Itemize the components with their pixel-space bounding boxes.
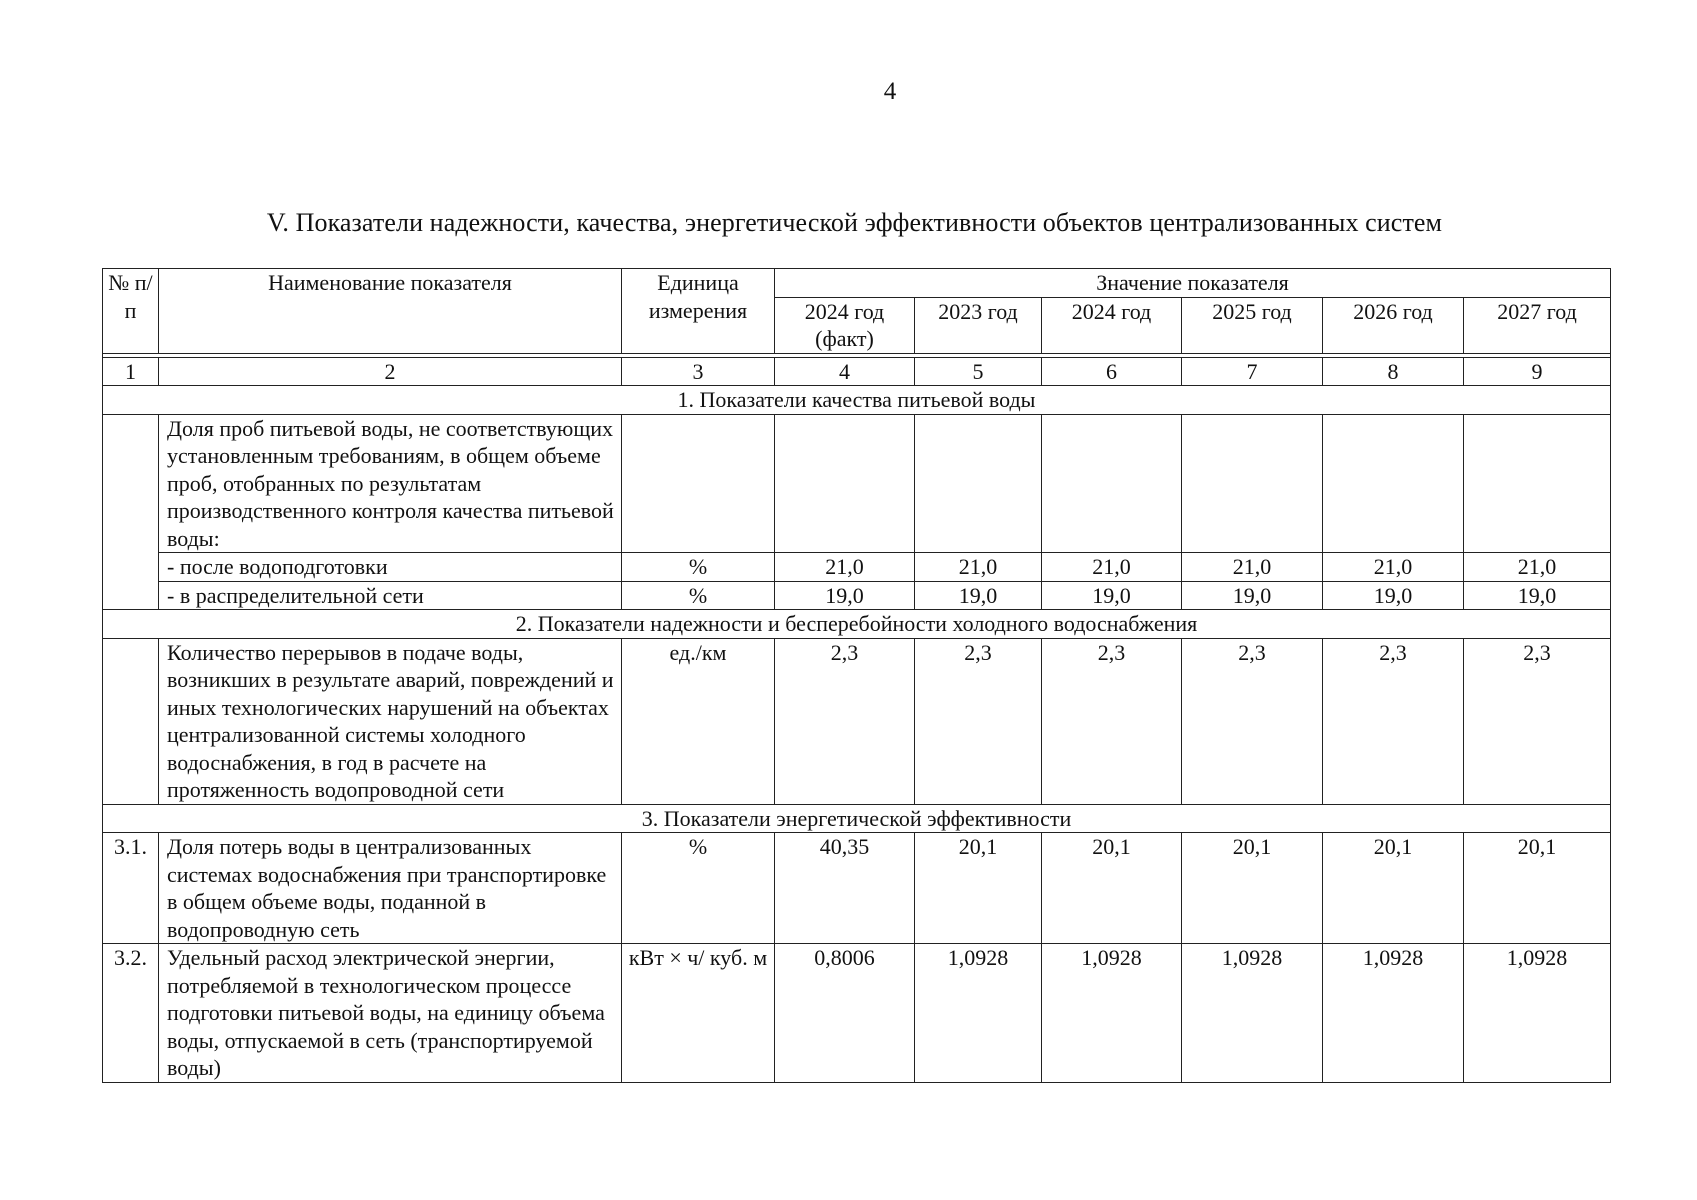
col-number: 3 (622, 357, 775, 386)
row-value: 2,3 (1323, 638, 1464, 804)
row-value: 19,0 (1042, 581, 1182, 610)
row-value: 19,0 (1182, 581, 1323, 610)
row-value: 2,3 (915, 638, 1042, 804)
row-unit: % (622, 833, 775, 944)
table-row (103, 414, 1611, 553)
header-num: № п/п (103, 269, 159, 354)
row-unit: кВт × ч/ куб. м (622, 944, 775, 1083)
row-value: 2,3 (1464, 638, 1611, 804)
row-value (1182, 414, 1323, 553)
row-value: 2,3 (1042, 638, 1182, 804)
col-number: 7 (1182, 357, 1323, 386)
row-value: 19,0 (775, 581, 915, 610)
col-number: 8 (1323, 357, 1464, 386)
row-value: 20,1 (1182, 833, 1323, 944)
row-value: 19,0 (1464, 581, 1611, 610)
col-number: 2 (159, 357, 622, 386)
header-row (103, 269, 1611, 298)
row-value (1464, 414, 1611, 553)
header-unit: Единица измерения (622, 269, 775, 354)
row-value: 1,0928 (1323, 944, 1464, 1083)
row-value: 21,0 (1042, 553, 1182, 582)
header-year: 2023 год (915, 297, 1042, 353)
header-year: 2026 год (1323, 297, 1464, 353)
header-year: 2025 год (1182, 297, 1323, 353)
row-value: 21,0 (915, 553, 1042, 582)
row-value: 1,0928 (1464, 944, 1611, 1083)
row-value: 20,1 (1323, 833, 1464, 944)
row-name: - в распределительной сети (159, 581, 622, 610)
row-value: 20,1 (915, 833, 1042, 944)
row-name: Доля потерь воды в централизованных системах водоснабжения при транспортировке в общем объеме воды, поданной в водопроводную сеть (159, 833, 622, 944)
header-value-group: Значение показателя (775, 269, 1611, 298)
row-value (915, 414, 1042, 553)
page-number: 4 (883, 78, 897, 105)
header-name: Наименование показателя (159, 269, 622, 354)
row-unit (622, 414, 775, 553)
section-heading-row (103, 804, 1611, 833)
row-value: 2,3 (1182, 638, 1323, 804)
row-value: 40,35 (775, 833, 915, 944)
row-name: - после водоподготовки (159, 553, 622, 582)
section-title: V. Показатели надежности, качества, энергетической эффективности объектов централизованных систем (266, 208, 1443, 237)
row-value: 1,0928 (915, 944, 1042, 1083)
section-heading: 1. Показатели качества питьевой воды (103, 386, 1611, 415)
row-value: 1,0928 (1182, 944, 1323, 1083)
row-value: 20,1 (1464, 833, 1611, 944)
table-row (103, 638, 1611, 804)
row-unit: ед./км (622, 638, 775, 804)
column-numbers-row (103, 357, 1611, 386)
table-row (103, 553, 1611, 582)
table-row (103, 581, 1611, 610)
row-name: Количество перерывов в подаче воды, возникших в результате аварий, повреждений и иных технологических нарушений на объектах централизованной системы холодного водоснабжения, в год в расчете на протяженность водопроводной сети (159, 638, 622, 804)
header-year: 2024 год (1042, 297, 1182, 353)
row-value: 21,0 (1182, 553, 1323, 582)
header-year: 2027 год (1464, 297, 1611, 353)
table-row (103, 833, 1611, 944)
row-value: 19,0 (1323, 581, 1464, 610)
row-num: 3.2. (103, 944, 159, 1083)
row-value: 19,0 (915, 581, 1042, 610)
row-value: 2,3 (775, 638, 915, 804)
row-unit: % (622, 553, 775, 582)
row-name: Доля проб питьевой воды, не соответствующих установленным требованиям, в общем объеме проб, отобранных по результатам производственного контроля качества питьевой воды: (159, 414, 622, 553)
col-number: 1 (103, 357, 159, 386)
section-heading-row (103, 610, 1611, 639)
row-num: 3.1. (103, 833, 159, 944)
row-value: 21,0 (1323, 553, 1464, 582)
table-row (103, 944, 1611, 1083)
row-unit: % (622, 581, 775, 610)
col-number: 4 (775, 357, 915, 386)
row-value: 0,8006 (775, 944, 915, 1083)
row-value: 21,0 (775, 553, 915, 582)
row-value: 1,0928 (1042, 944, 1182, 1083)
row-name: Удельный расход электрической энергии, потребляемой в технологическом процессе подготовки питьевой воды, на единицу объема воды, отпускаемой в сеть (транспортируемой воды) (159, 944, 622, 1083)
row-num (103, 638, 159, 804)
section-heading: 2. Показатели надежности и бесперебойности холодного водоснабжения (103, 610, 1611, 639)
row-value (1042, 414, 1182, 553)
col-number: 5 (915, 357, 1042, 386)
row-value: 20,1 (1042, 833, 1182, 944)
row-value (1323, 414, 1464, 553)
col-number: 6 (1042, 357, 1182, 386)
section-heading-row (103, 386, 1611, 415)
row-num (103, 414, 159, 610)
row-value: 21,0 (1464, 553, 1611, 582)
col-number: 9 (1464, 357, 1611, 386)
section-heading: 3. Показатели энергетической эффективности (103, 804, 1611, 833)
row-value (775, 414, 915, 553)
indicators-table (102, 268, 1611, 1083)
header-year: 2024 год (факт) (775, 297, 915, 353)
